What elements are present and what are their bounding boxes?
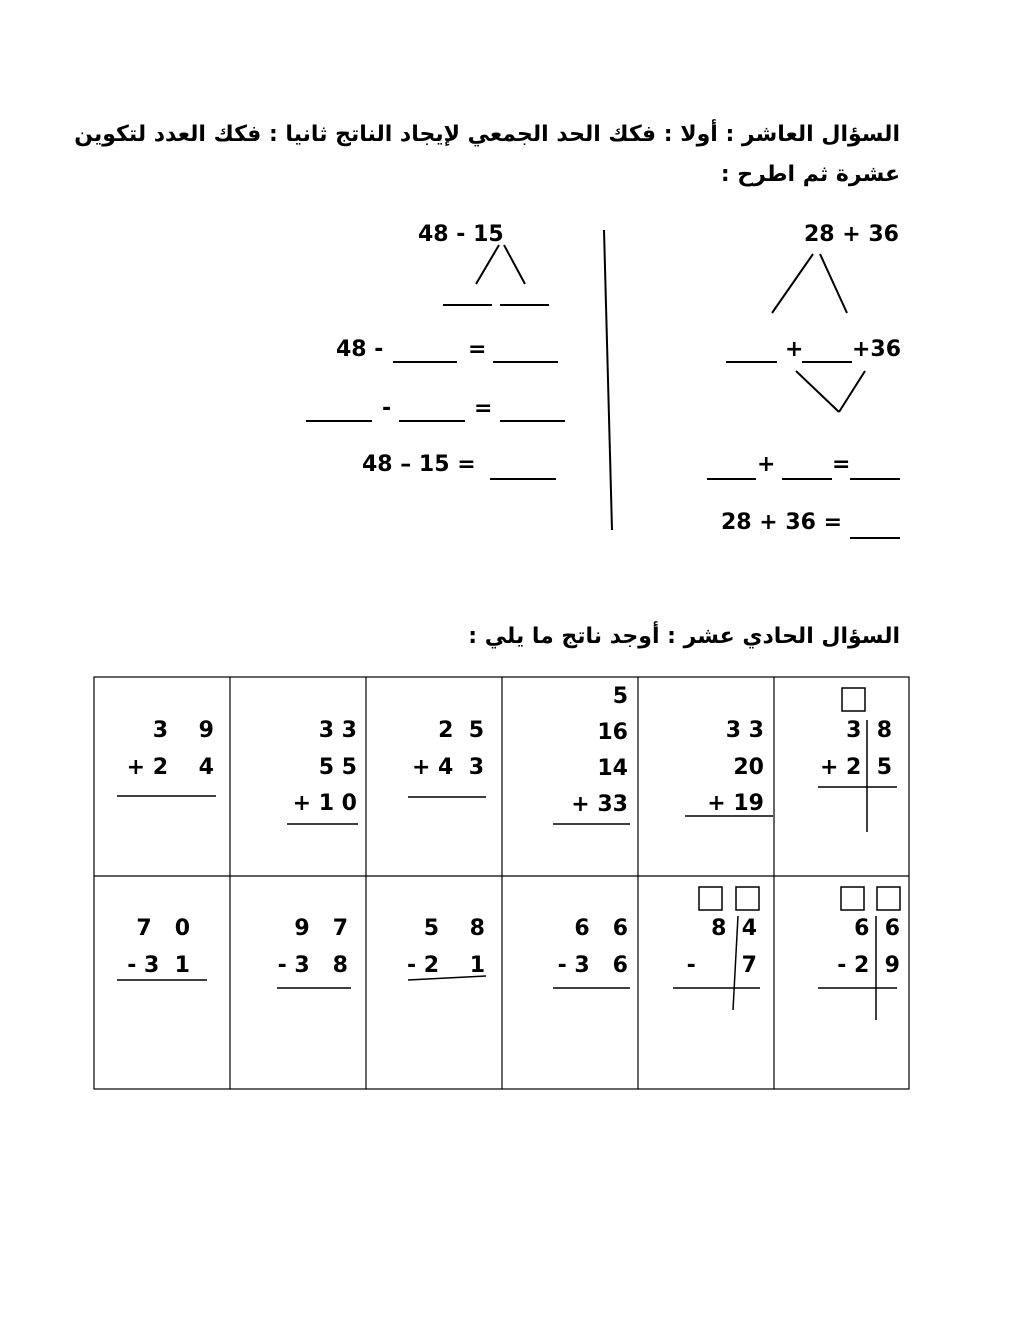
right-branch-left [772,254,813,313]
r2c2-place-divider [733,916,738,1010]
right-expression: 28 + 36 [804,222,899,247]
r1c1-line1: 3 8 [846,718,892,743]
right-step1-plus: + [785,337,804,362]
left-expression: 48 - 15 [418,222,504,247]
q11-title: السؤال الحادي عشر : أوجد ناتج ما يلي : [468,624,900,649]
r2c5-line1: 9 7 [294,916,348,941]
r1c6-line2: + 2 4 [126,755,214,780]
r2c3-line2: - 3 6 [557,953,628,978]
r2c2-line1: 8 4 [711,916,757,941]
r2c4-line2: - 2 1 [406,953,485,978]
r2c2-line2: - 7 [686,953,757,978]
r1c5-line2: 5 5 [318,755,357,780]
r2c5-line2: - 3 8 [277,953,348,978]
r1c5-line3: + 1 0 [292,791,357,816]
right-v-right [839,371,865,412]
left-branch-right [504,245,525,284]
q10-title-line2: عشرة ثم اطرح : [720,162,900,187]
r1c3-line1: 5 [612,684,628,709]
r1c1-carry-box [842,688,865,711]
left-step2-equals: = [474,396,493,421]
q10-title-line1: السؤال العاشر : أولا : فكك الحد الجمعي لإيجاد الناتج ثانيا : فكك العدد لتكوين [74,122,900,147]
r1c4-line1: 2 5 [438,718,484,743]
r2c6-line2: - 3 1 [127,953,190,978]
right-v-left [796,371,839,412]
center-divider [604,230,612,530]
r2c1-box-2 [877,887,900,910]
r1c3-line4: + 33 [571,792,628,817]
r1c3-line2: 16 [597,720,628,745]
r1c2-line3: + 19 [707,791,764,816]
right-step2-plus: + [757,452,776,477]
right-branch-right [820,254,847,313]
r1c1-line2: + 2 5 [819,755,892,780]
r2c4-line1: 5 8 [423,916,485,941]
left-step2-minus: - [382,396,392,421]
r2c6-line1: 7 0 [136,916,190,941]
r1c4-line2: + 4 3 [411,755,484,780]
left-final-equation: 48 – 15 = [362,452,476,477]
r2c4-answer-line [408,976,486,980]
right-final-equation: 28 + 36 = [721,510,843,535]
right-step2-equals: = [832,452,851,477]
left-branch-left [476,245,499,284]
r1c6-line1: 3 9 [152,718,214,743]
r2c1-box-1 [841,887,864,910]
r2c2-box-2 [736,887,759,910]
right-step1-value: +36 [852,337,902,362]
r2c2-box-1 [699,887,722,910]
answer-table [94,677,909,1089]
r1c2-line1: 3 3 [725,718,764,743]
left-step1-equals: = [468,337,487,362]
r1c2-line2: 20 [733,755,764,780]
r2c3-line1: 6 6 [574,916,628,941]
r1c5-line1: 3 3 [318,718,357,743]
r2c1-line1: 6 6 [854,916,900,941]
left-step1-start: 48 - [336,337,384,362]
r2c1-line2: - 2 9 [837,953,900,978]
r1c3-line3: 14 [597,756,628,781]
